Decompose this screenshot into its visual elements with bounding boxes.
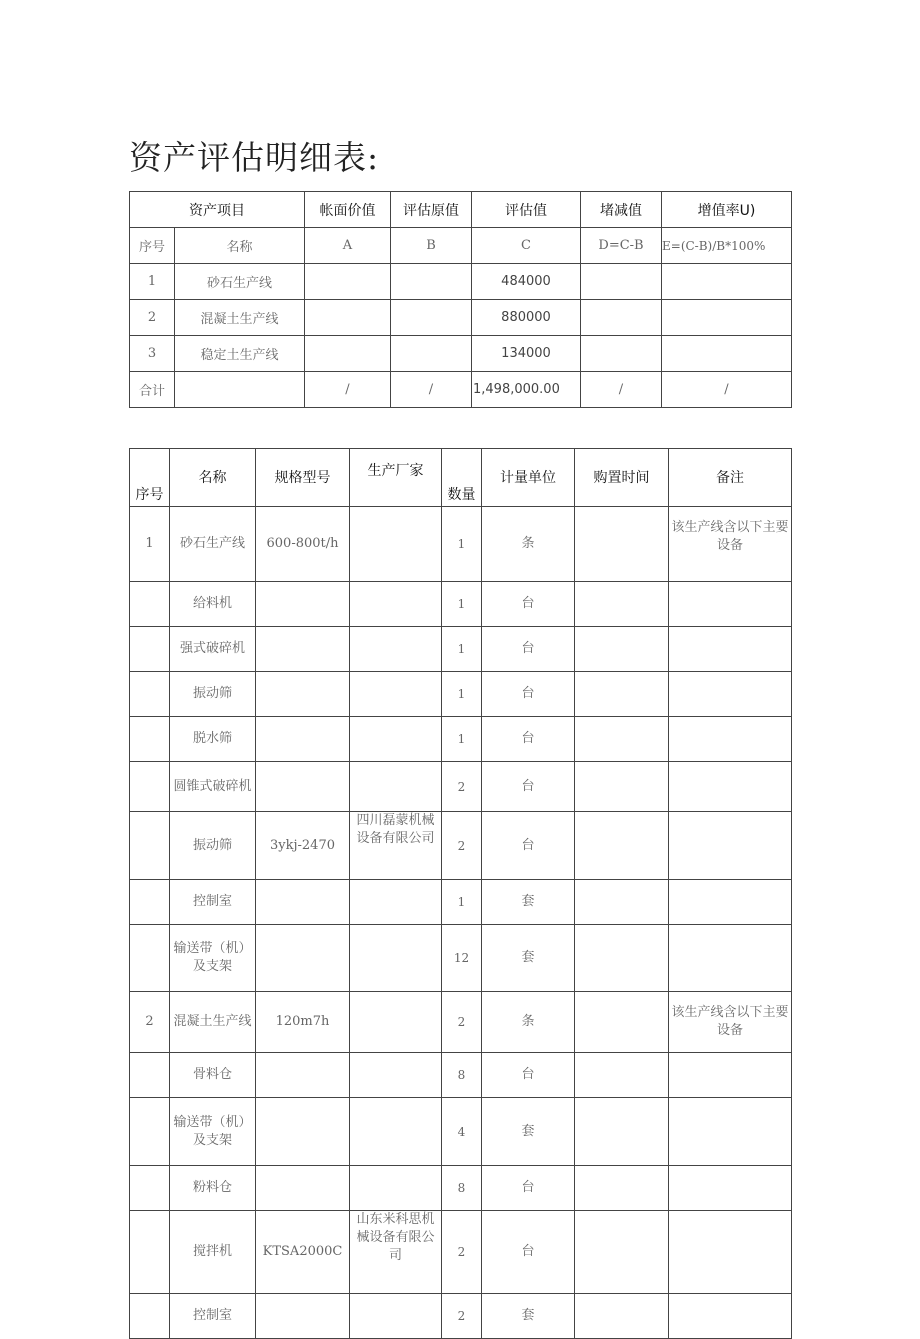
- detail-header-index: 序号: [130, 449, 170, 507]
- detail-manufacturer: [350, 762, 442, 812]
- table-row: [130, 812, 792, 880]
- detail-remarks: [669, 1211, 792, 1294]
- detail-quantity: 1: [442, 880, 482, 925]
- summary-b: [391, 264, 472, 300]
- detail-manufacturer: 四川磊蒙机械设备有限公司: [350, 812, 442, 880]
- summary-a: [305, 264, 391, 300]
- summary-name: 混凝土生产线: [175, 300, 305, 336]
- table-row: [130, 1098, 792, 1166]
- summary-b: [391, 300, 472, 336]
- summary-e: [662, 336, 792, 372]
- detail-unit: 台: [482, 1211, 575, 1294]
- detail-purchase-date: [575, 582, 669, 627]
- detail-manufacturer: [350, 582, 442, 627]
- summary-c: 880000: [472, 300, 581, 336]
- table-row: [130, 925, 792, 992]
- summary-a: [305, 336, 391, 372]
- detail-unit: 台: [482, 672, 575, 717]
- detail-remarks: [669, 1294, 792, 1339]
- detail-header-name: 名称: [170, 449, 256, 507]
- detail-name: 脱水筛: [170, 717, 256, 762]
- detail-purchase-date: [575, 507, 669, 582]
- subheader-b: B: [391, 228, 472, 264]
- detail-index: [130, 880, 170, 925]
- summary-index: 3: [130, 336, 175, 372]
- detail-unit: 台: [482, 1166, 575, 1211]
- detail-quantity: 8: [442, 1053, 482, 1098]
- detail-purchase-date: [575, 762, 669, 812]
- detail-spec: [256, 925, 350, 992]
- detail-purchase-date: [575, 1166, 669, 1211]
- summary-c: 134000: [472, 336, 581, 372]
- total-name: [175, 372, 305, 408]
- detail-remarks: 该生产线含以下主要设备: [669, 507, 792, 582]
- detail-index: [130, 1211, 170, 1294]
- detail-quantity: 2: [442, 992, 482, 1053]
- total-e: /: [662, 372, 792, 408]
- detail-index: [130, 1053, 170, 1098]
- total-a: /: [305, 372, 391, 408]
- detail-unit: 条: [482, 507, 575, 582]
- detail-remarks: [669, 672, 792, 717]
- detail-header-spec: 规格型号: [256, 449, 350, 507]
- detail-index: 2: [130, 992, 170, 1053]
- table-row: [130, 627, 792, 672]
- subheader-e: E=(C-B)/B*100%: [662, 228, 792, 264]
- detail-name: 搅拌机: [170, 1211, 256, 1294]
- detail-header-remarks: 备注: [669, 449, 792, 507]
- detail-name: 强式破碎机: [170, 627, 256, 672]
- detail-name: 输送带（机）及支架: [170, 925, 256, 992]
- detail-manufacturer: [350, 1294, 442, 1339]
- detail-spec: [256, 1294, 350, 1339]
- subheader-c: C: [472, 228, 581, 264]
- detail-index: [130, 582, 170, 627]
- summary-subheader-row: [130, 228, 792, 264]
- summary-total-row: [130, 372, 792, 408]
- detail-index: [130, 627, 170, 672]
- detail-quantity: 2: [442, 1211, 482, 1294]
- detail-spec: [256, 1166, 350, 1211]
- detail-manufacturer: [350, 627, 442, 672]
- detail-header-unit: 计量单位: [482, 449, 575, 507]
- header-appraised-value: 评估值: [472, 192, 581, 228]
- detail-name: 给料机: [170, 582, 256, 627]
- detail-manufacturer: [350, 925, 442, 992]
- detail-unit: 条: [482, 992, 575, 1053]
- detail-purchase-date: [575, 1053, 669, 1098]
- detail-index: [130, 812, 170, 880]
- detail-purchase-date: [575, 880, 669, 925]
- table-row: [130, 1294, 792, 1339]
- subheader-d: D=C-B: [581, 228, 662, 264]
- table-row: [130, 672, 792, 717]
- detail-quantity: 1: [442, 627, 482, 672]
- detail-index: [130, 717, 170, 762]
- detail-spec: 120m7h: [256, 992, 350, 1053]
- detail-purchase-date: [575, 672, 669, 717]
- detail-quantity: 2: [442, 812, 482, 880]
- detail-remarks: [669, 812, 792, 880]
- detail-manufacturer: [350, 672, 442, 717]
- subheader-name: 名称: [175, 228, 305, 264]
- detail-spec: 600-800t/h: [256, 507, 350, 582]
- detail-spec: [256, 1098, 350, 1166]
- table-row: [130, 582, 792, 627]
- detail-unit: 台: [482, 1053, 575, 1098]
- detail-header-manufacturer: 生产厂家: [350, 449, 442, 507]
- page-title: 资产评估明细表:: [129, 138, 380, 177]
- detail-spec: [256, 627, 350, 672]
- detail-remarks: [669, 925, 792, 992]
- detail-manufacturer: [350, 1166, 442, 1211]
- summary-c: 484000: [472, 264, 581, 300]
- detail-manufacturer: [350, 1098, 442, 1166]
- detail-header-purchase-date: 购置时间: [575, 449, 669, 507]
- header-growth-rate: 增值率U): [662, 192, 792, 228]
- summary-e: [662, 300, 792, 336]
- detail-manufacturer: [350, 880, 442, 925]
- detail-quantity: 1: [442, 717, 482, 762]
- detail-name: 混凝土生产线: [170, 992, 256, 1053]
- summary-name: 砂石生产线: [175, 264, 305, 300]
- table-row: [130, 762, 792, 812]
- detail-quantity: 4: [442, 1098, 482, 1166]
- detail-index: [130, 925, 170, 992]
- header-book-value: 帐面价值: [305, 192, 391, 228]
- detail-spec: KTSA2000C: [256, 1211, 350, 1294]
- detail-remarks: 该生产线含以下主要设备: [669, 992, 792, 1053]
- summary-d: [581, 336, 662, 372]
- detail-index: 1: [130, 507, 170, 582]
- detail-purchase-date: [575, 1211, 669, 1294]
- table-row: [130, 1211, 792, 1294]
- summary-row: [130, 264, 792, 300]
- summary-b: [391, 336, 472, 372]
- detail-index: [130, 1294, 170, 1339]
- detail-unit: 套: [482, 925, 575, 992]
- total-b: /: [391, 372, 472, 408]
- table-row: [130, 1053, 792, 1098]
- table-row: [130, 717, 792, 762]
- detail-remarks: [669, 1166, 792, 1211]
- detail-purchase-date: [575, 992, 669, 1053]
- subheader-a: A: [305, 228, 391, 264]
- detail-name: 控制室: [170, 880, 256, 925]
- detail-name: 砂石生产线: [170, 507, 256, 582]
- detail-remarks: [669, 717, 792, 762]
- detail-manufacturer: 山东米科思机械设备有限公司: [350, 1211, 442, 1294]
- detail-manufacturer: [350, 1053, 442, 1098]
- detail-name: 骨料仓: [170, 1053, 256, 1098]
- header-asset-item: 资产项目: [130, 192, 305, 228]
- detail-name: 输送带（机）及支架: [170, 1098, 256, 1166]
- header-original-value: 评估原值: [391, 192, 472, 228]
- detail-spec: 3ykj-2470: [256, 812, 350, 880]
- table-row: [130, 992, 792, 1053]
- summary-row: [130, 300, 792, 336]
- detail-purchase-date: [575, 717, 669, 762]
- equipment-detail-table: [129, 448, 792, 1339]
- detail-unit: 台: [482, 717, 575, 762]
- detail-spec: [256, 582, 350, 627]
- detail-quantity: 2: [442, 762, 482, 812]
- detail-index: [130, 1098, 170, 1166]
- total-d: /: [581, 372, 662, 408]
- detail-unit: 台: [482, 812, 575, 880]
- detail-quantity: 1: [442, 507, 482, 582]
- detail-name: 控制室: [170, 1294, 256, 1339]
- detail-name: 粉料仓: [170, 1166, 256, 1211]
- detail-unit: 台: [482, 582, 575, 627]
- total-label: 合计: [130, 372, 175, 408]
- detail-quantity: 1: [442, 672, 482, 717]
- table-row: [130, 1166, 792, 1211]
- detail-remarks: [669, 582, 792, 627]
- detail-spec: [256, 717, 350, 762]
- summary-e: [662, 264, 792, 300]
- detail-purchase-date: [575, 925, 669, 992]
- summary-a: [305, 300, 391, 336]
- detail-quantity: 8: [442, 1166, 482, 1211]
- detail-unit: 套: [482, 880, 575, 925]
- detail-purchase-date: [575, 1294, 669, 1339]
- detail-purchase-date: [575, 627, 669, 672]
- subheader-index: 序号: [130, 228, 175, 264]
- detail-name: 振动筛: [170, 812, 256, 880]
- header-change-value: 堵减值: [581, 192, 662, 228]
- detail-spec: [256, 762, 350, 812]
- summary-d: [581, 264, 662, 300]
- summary-name: 稳定土生产线: [175, 336, 305, 372]
- detail-name: 圆锥式破碎机: [170, 762, 256, 812]
- detail-index: [130, 672, 170, 717]
- detail-manufacturer: [350, 717, 442, 762]
- summary-d: [581, 300, 662, 336]
- detail-remarks: [669, 1098, 792, 1166]
- detail-unit: 套: [482, 1294, 575, 1339]
- summary-row: [130, 336, 792, 372]
- table-row: [130, 507, 792, 582]
- detail-unit: 台: [482, 627, 575, 672]
- summary-index: 1: [130, 264, 175, 300]
- detail-index: [130, 762, 170, 812]
- detail-remarks: [669, 1053, 792, 1098]
- detail-unit: 套: [482, 1098, 575, 1166]
- detail-quantity: 12: [442, 925, 482, 992]
- detail-spec: [256, 672, 350, 717]
- detail-spec: [256, 880, 350, 925]
- detail-quantity: 1: [442, 582, 482, 627]
- detail-manufacturer: [350, 507, 442, 582]
- detail-remarks: [669, 880, 792, 925]
- detail-purchase-date: [575, 812, 669, 880]
- detail-manufacturer: [350, 992, 442, 1053]
- detail-header-quantity: 数量: [442, 449, 482, 507]
- total-c: 1,498,000.00: [472, 372, 581, 408]
- detail-name: 振动筛: [170, 672, 256, 717]
- detail-header-row: [130, 449, 792, 507]
- summary-index: 2: [130, 300, 175, 336]
- detail-quantity: 2: [442, 1294, 482, 1339]
- summary-header-row: [130, 192, 792, 228]
- detail-remarks: [669, 627, 792, 672]
- detail-purchase-date: [575, 1098, 669, 1166]
- detail-spec: [256, 1053, 350, 1098]
- detail-index: [130, 1166, 170, 1211]
- detail-unit: 台: [482, 762, 575, 812]
- detail-remarks: [669, 762, 792, 812]
- table-row: [130, 880, 792, 925]
- asset-summary-table: [129, 191, 792, 408]
